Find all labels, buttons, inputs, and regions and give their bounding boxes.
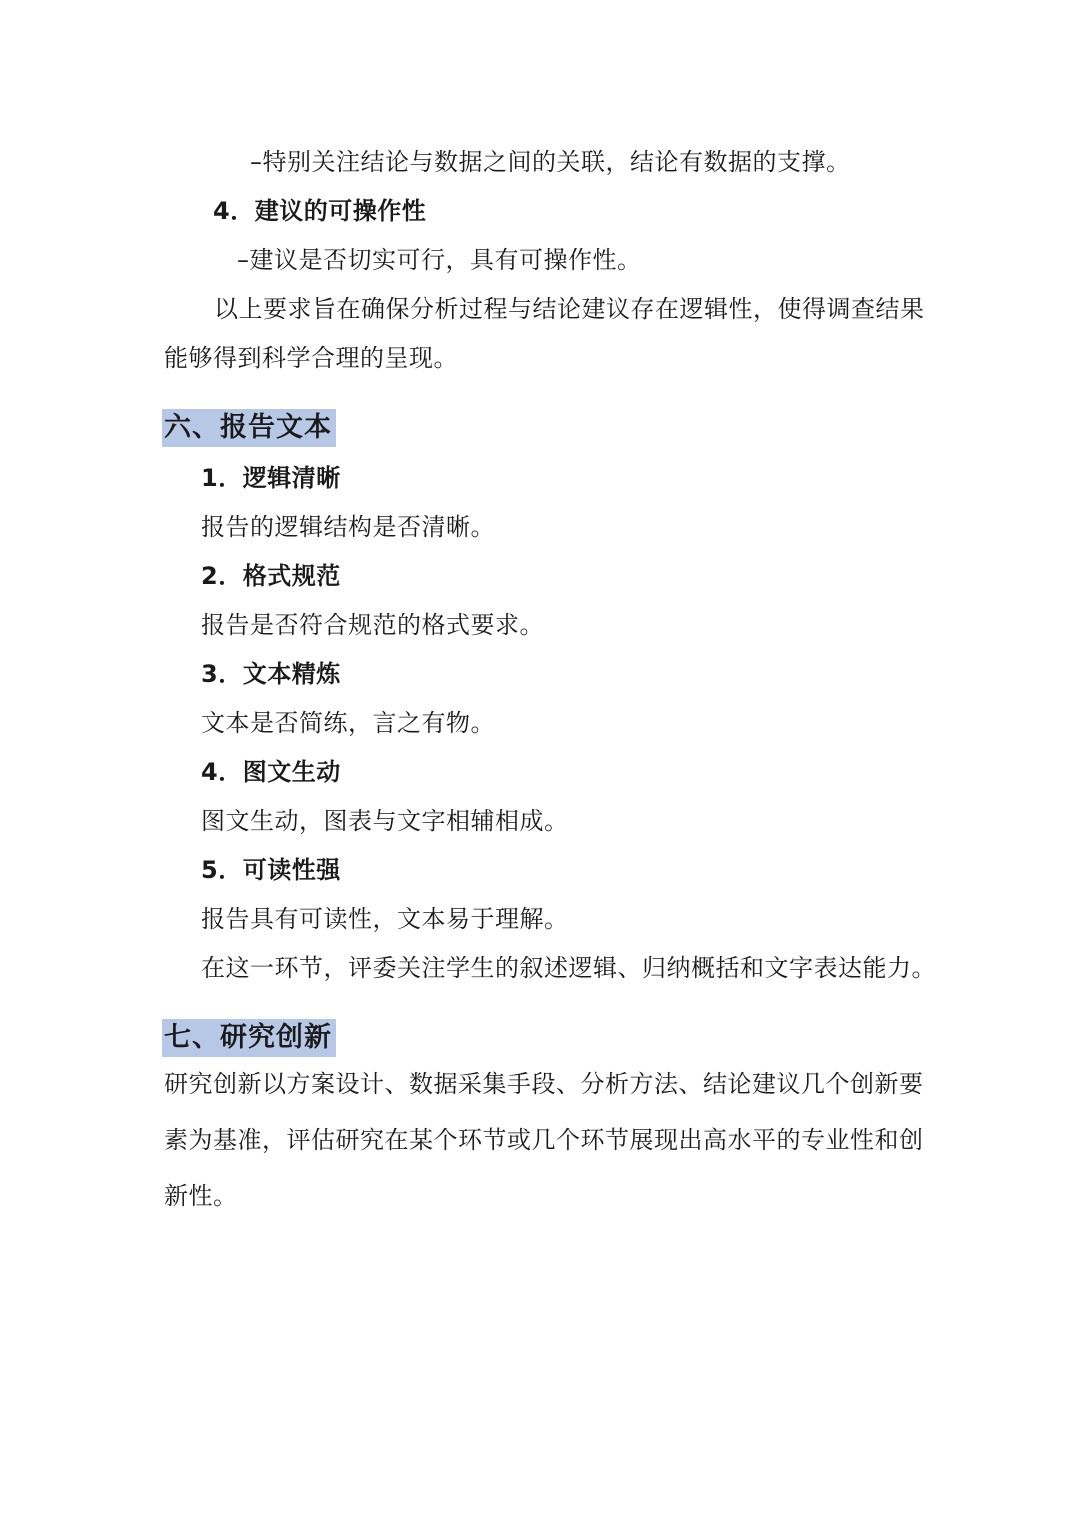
section6-item2-text: 报告是否符合规范的格式要求。 [201, 611, 544, 639]
section6-item3-title: 3．文本精炼 [201, 660, 341, 688]
section6-closing: 在这一环节，评委关注学生的叙述逻辑、归纳概括和文字表达能力。 [201, 954, 936, 982]
section7-line-2: 素为基准，评估研究在某个环节或几个环节展现出高水平的专业性和创 [164, 1126, 924, 1154]
summary-line-2: 能够得到科学合理的呈现。 [164, 344, 458, 372]
section6-item5-text: 报告具有可读性，文本易于理解。 [201, 905, 569, 933]
section6-item5-title: 5．可读性强 [201, 856, 341, 884]
section6-item1-title: 1．逻辑清晰 [201, 464, 341, 492]
section6-item4-text: 图文生动，图表与文字相辅相成。 [201, 807, 569, 835]
section7-heading: 七、研究创新 [162, 1019, 336, 1057]
section6-heading: 六、报告文本 [162, 409, 336, 447]
section7-line-3: 新性。 [164, 1182, 238, 1210]
bullet-data-link: –特别关注结论与数据之间的关联，结论有数据的支撑。 [250, 148, 851, 176]
item4-title: 4．建议的可操作性 [213, 197, 427, 225]
section7-line-1: 研究创新以方案设计、数据采集手段、分析方法、结论建议几个创新要 [164, 1070, 924, 1098]
section6-item3-text: 文本是否简练，言之有物。 [201, 709, 495, 737]
section6-item1-text: 报告的逻辑结构是否清晰。 [201, 513, 495, 541]
item4-text: –建议是否切实可行，具有可操作性。 [237, 246, 642, 274]
summary-line-1: 以上要求旨在确保分析过程与结论建议存在逻辑性，使得调查结果 [214, 295, 925, 323]
section6-item4-title: 4．图文生动 [201, 758, 341, 786]
section6-item2-title: 2．格式规范 [201, 562, 341, 590]
